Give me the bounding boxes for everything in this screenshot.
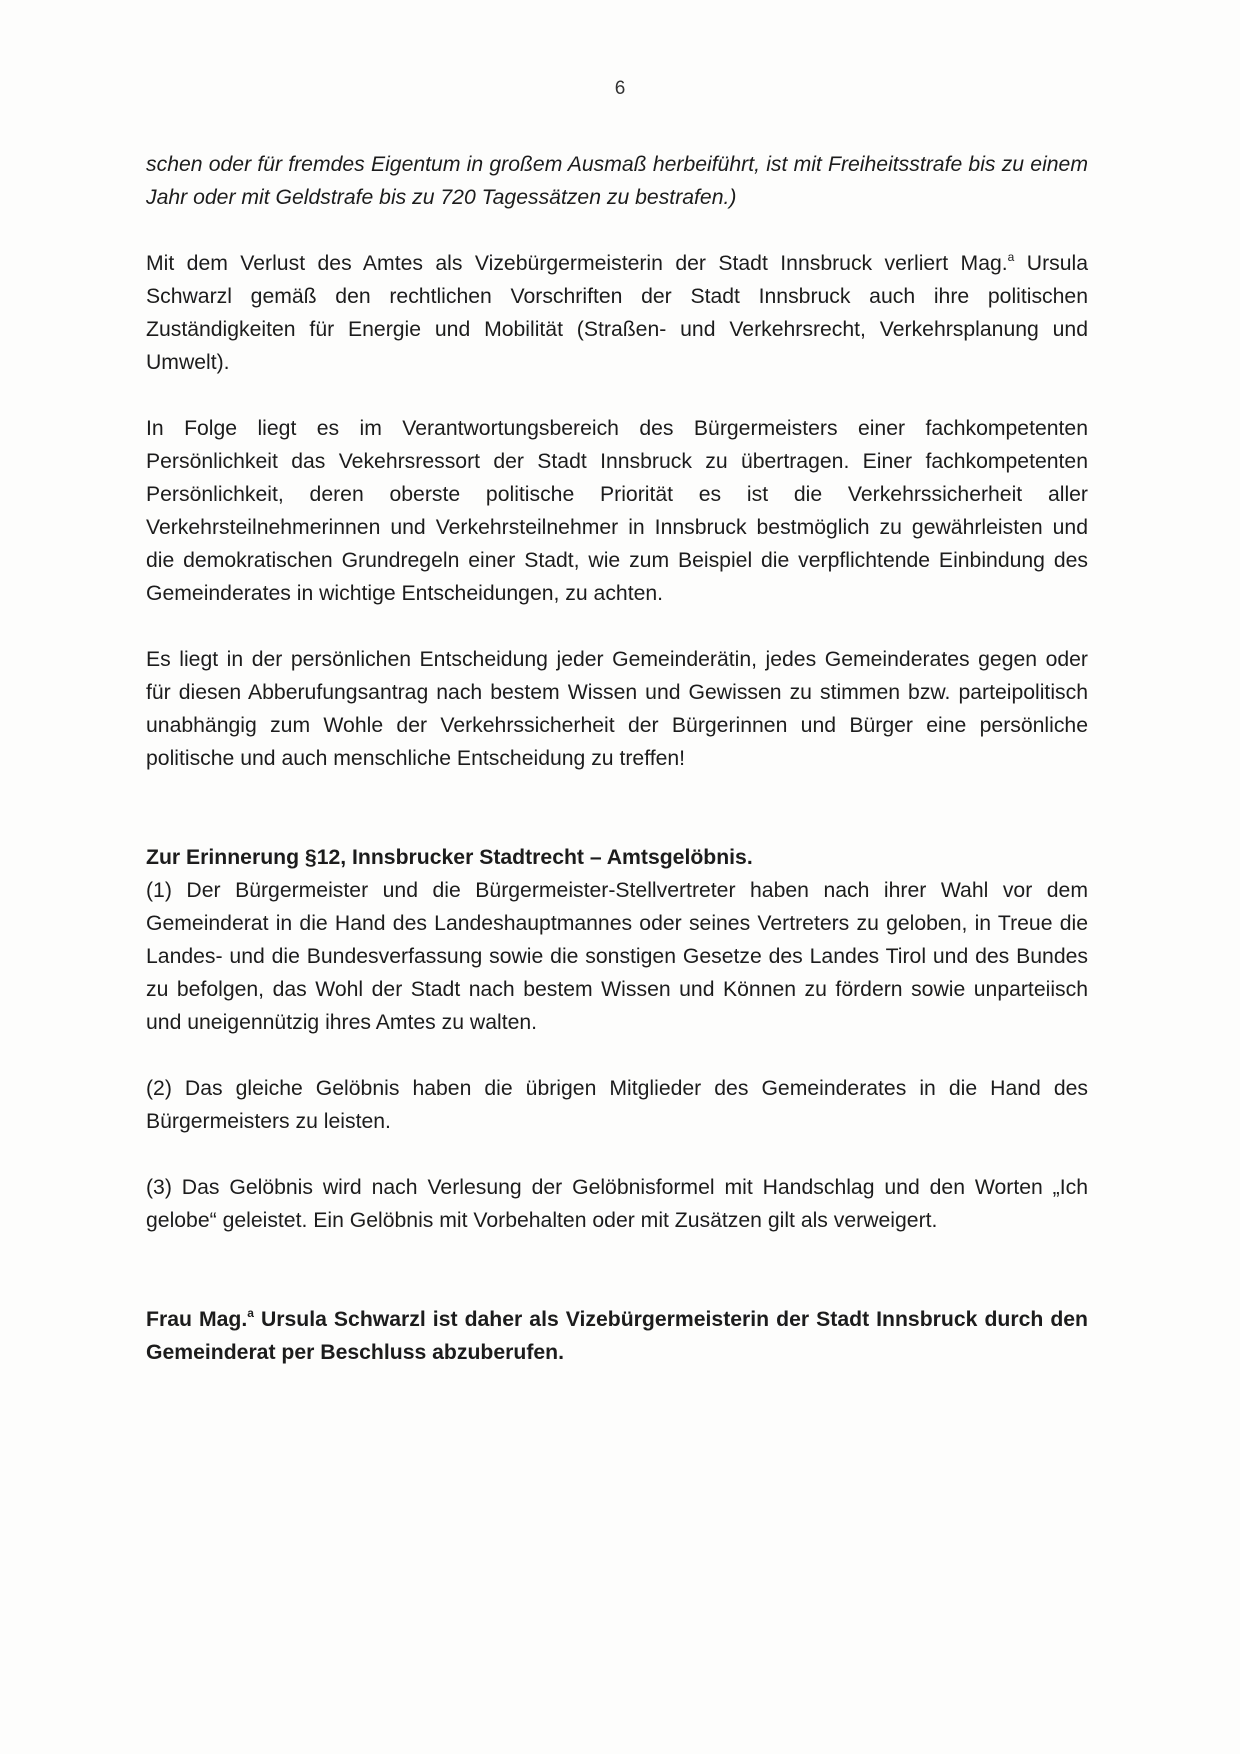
conclusion-text-a: Frau Mag. [146, 1308, 248, 1331]
paragraph-loss-of-office-text-b: Ursula Schwarzl gemäß den rechtlichen Vorschriften der Stadt Innsbruck auch ihre politischen Zuständigkeiten für Energie und Mobilität (Straßen- und Verkehrsrecht, Verkehrsplanung und Umwelt). [146, 252, 1088, 374]
paragraph-responsibility: In Folge liegt es im Verantwortungsbereich des Bürgermeisters einer fachkompetenten Persönlichkeit das Vekehrsressort der Stadt Innsbruck zu übertragen. Einer fachkompetenten Persönlichkeit, deren oberste politische Priorität es ist die Verkehrssicherheit aller Verkehrsteilnehmerinnen und Verkehrsteilnehmer in Innsbruck bestmöglich zu gewährleisten und die demokratischen Grundregeln einer Stadt, wie zum Beispiel die verpflichtende Einbindung des Gemeinderates in wichtige Entscheidungen, zu achten. [146, 417, 1088, 605]
paragraph-loss-of-office [146, 247, 1088, 379]
conclusion-statement [146, 1303, 1088, 1369]
clause-3: (3) Das Gelöbnis wird nach Verlesung der Gelöbnisformel mit Handschlag und den Worten „Ich gelobe“ geleistet. Ein Gelöbnis mit Vorbehalten oder mit Zusätzen gilt als verweigert. [146, 1176, 1088, 1232]
section-heading: Zur Erinnerung §12, Innsbrucker Stadtrecht – Amtsgelöbnis. [146, 846, 753, 869]
clause-1: (1) Der Bürgermeister und die Bürgermeister-Stellvertreter haben nach ihrer Wahl vor dem Gemeinderat in die Hand des Landeshauptmannes oder seines Vertreters zu geloben, in Treue die Landes- und die Bundesverfassung sowie die sonstigen Gesetze des Landes Tirol und des Bundes zu befolgen, das Wohl der Stadt nach bestem Wissen und Können zu fördern sowie unparteiisch und uneigennützig ihres Amtes zu walten. [146, 879, 1088, 1034]
paragraph-loss-of-office-text-a: Mit dem Verlust des Amtes als Vizebürgermeisterin der Stadt Innsbruck verliert Mag. [146, 252, 1008, 275]
clause-2: (2) Das gleiche Gelöbnis haben die übrigen Mitglieder des Gemeinderates in die Hand des Bürgermeisters zu leisten. [146, 1077, 1088, 1133]
quoted-law-text: schen oder für fremdes Eigentum in großem Ausmaß herbeiführt, ist mit Freiheitsstrafe bis zu einem Jahr oder mit Geldstrafe bis zu 720 Tagessätzen zu bestrafen.) [146, 153, 1088, 209]
page-number: 6 [614, 78, 626, 99]
paragraph-decision: Es liegt in der persönlichen Entscheidung jeder Gemeinderätin, jedes Gemeinderates gegen oder für diesen Abberufungsantrag nach bestem Wissen und Gewissen zu stimmen bzw. parteipolitisch unabhängig zum Wohle der Verkehrssicherheit der Bürgerinnen und Bürger eine persönliche politische und auch menschliche Entscheidung zu treffen! [146, 648, 1088, 770]
conclusion-text-b: Ursula Schwarzl ist daher als Vizebürgermeisterin der Stadt Innsbruck durch den Gemeinderat per Beschluss abzuberufen. [146, 1308, 1089, 1364]
document-body [146, 148, 1088, 1369]
superscript-a: a [1007, 250, 1015, 264]
superscript-a-conclusion: a [247, 1306, 254, 1320]
